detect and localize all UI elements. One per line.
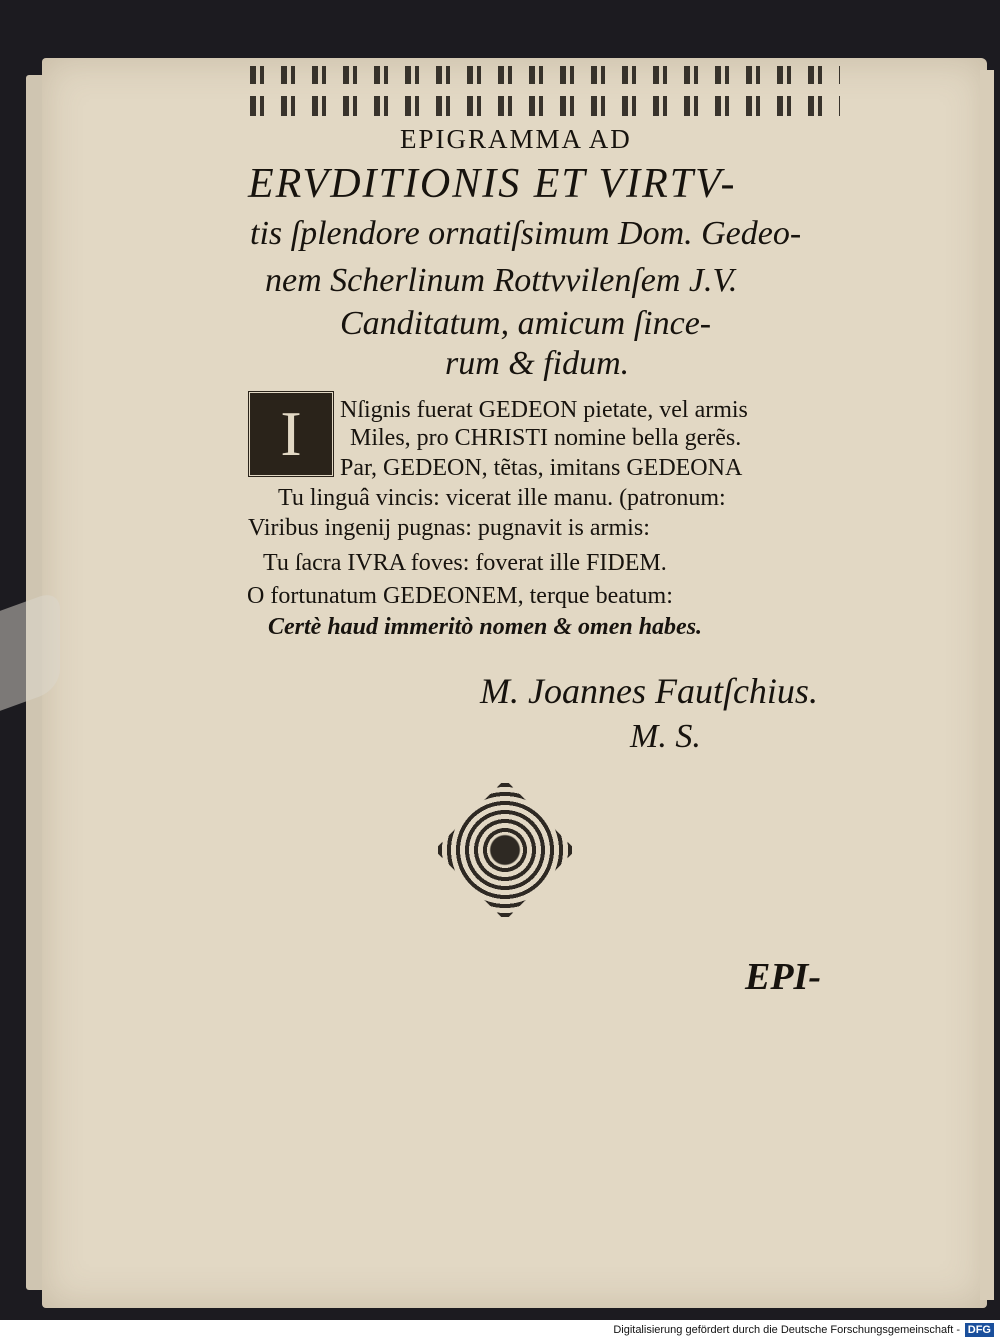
- poem-line: O fortunatum GEDEONEM, terque beatum:: [247, 583, 673, 609]
- poem-line: Nſignis fuerat GEDEON pietate, vel armis: [340, 397, 748, 423]
- decorated-initial: I: [247, 390, 335, 478]
- dedication-line: tis ſplendore ornatiſsimum Dom. Gedeo-: [250, 215, 802, 252]
- ornamental-header-band: [250, 66, 840, 116]
- poem-line: Certè haud immeritò nomen & omen habes.: [268, 614, 703, 640]
- catchword: EPI-: [745, 956, 821, 998]
- dedication-line: rum & fidum.: [445, 345, 630, 382]
- poem-line: Miles, pro CHRISTI nomine bella gerẽs.: [350, 425, 742, 451]
- footer-bar: [0, 1320, 1000, 1342]
- poem-line: Tu ſacra IVRA foves: foverat ille FIDEM.: [263, 550, 667, 576]
- page-edge-right: [980, 70, 994, 1300]
- dedication-line: nem Scherlinum Rottvvilenſem J.V.: [265, 262, 738, 299]
- author-initials: M. S.: [630, 718, 701, 755]
- dedication-line: Canditatum, amicum ſince-: [340, 305, 712, 342]
- footer-credit: Digitalisierung gefördert durch die Deutsche Forschungsgemeinschaft -: [613, 1324, 960, 1336]
- poem-line: Tu linguâ vincis: vicerat ille manu. (patronum:: [278, 485, 726, 511]
- poem-line: Par, GEDEON, tẽtas, imitans GEDEONA: [340, 455, 743, 481]
- poem-line: Viribus ingenij pugnas: pugnavit is armis:: [248, 515, 650, 541]
- dfg-logo: DFG: [965, 1323, 994, 1337]
- heading: EPIGRAMMA AD: [400, 124, 632, 154]
- dedication-line: ERVDITIONIS ET VIRTV-: [248, 161, 737, 207]
- author-signature: M. Joannes Fautſchius.: [480, 671, 818, 711]
